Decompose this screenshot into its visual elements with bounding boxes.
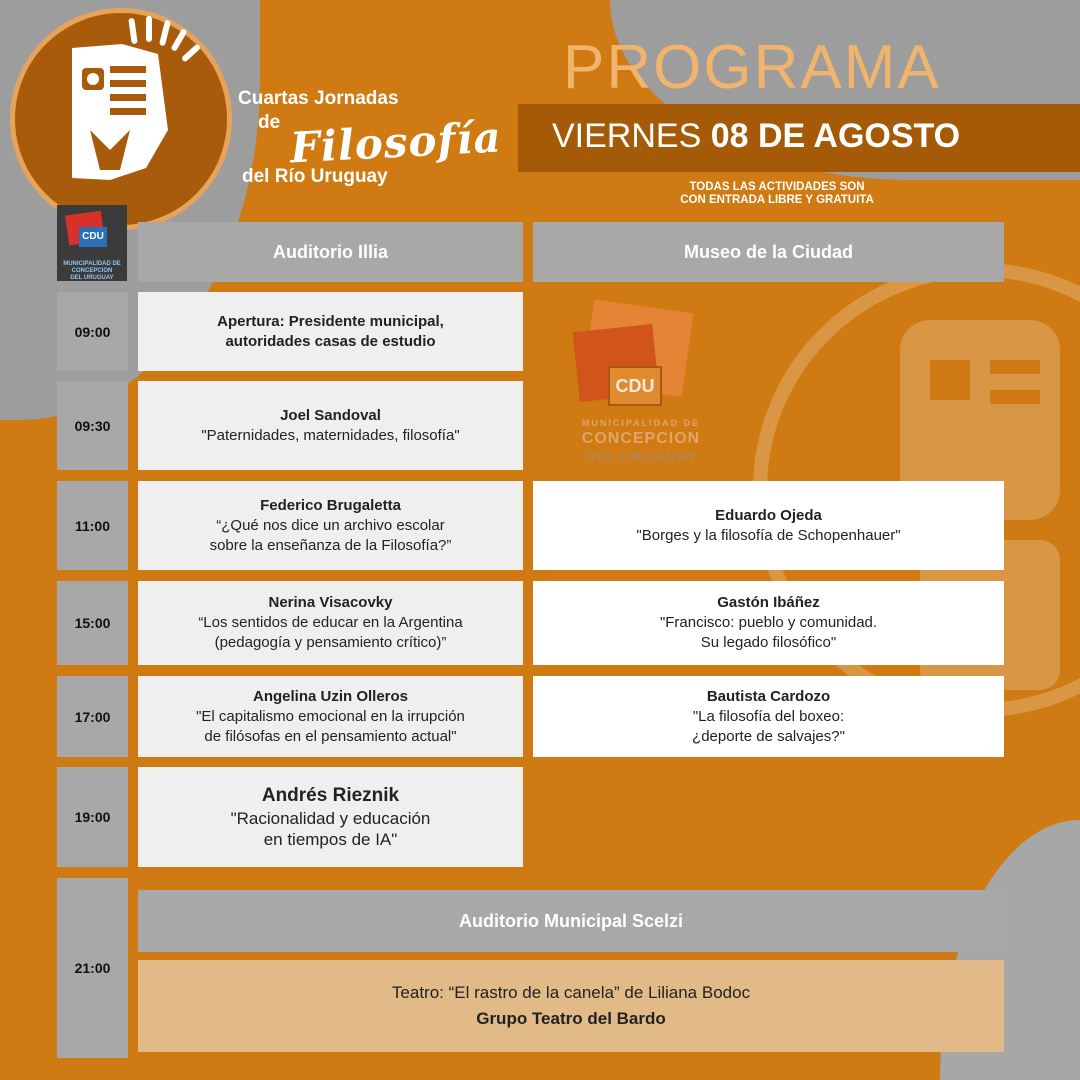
session-cell (138, 292, 523, 371)
session-cell (138, 767, 523, 867)
time-slot: 09:00 (57, 292, 128, 371)
time-slot: 09:30 (57, 381, 128, 470)
talk-title: "Borges y la filosofía de Schopenhauer" (636, 526, 901, 544)
date-rest: 08 DE AGOSTO (710, 117, 961, 155)
talk-title-line1: "El capitalismo emocional en la irrupción (196, 707, 465, 725)
talk-title-line1: "La filosofía del boxeo: (692, 707, 845, 725)
municipal-logo (57, 205, 127, 281)
date-day: VIERNES (552, 117, 702, 155)
play-title: Teatro: “El rastro de la canela” de Liliana Bodoc (391, 983, 751, 1002)
session-cell (533, 676, 1004, 757)
talk-title-line2: en tiempos de IA" (263, 830, 398, 849)
session-title-line1: Apertura: Presidente municipal, (217, 312, 444, 330)
speaker-name: Eduardo Ojeda (715, 506, 822, 524)
talk-title-line1: "Francisco: pueblo y comunidad. (659, 614, 878, 631)
speaker-name: Andrés Rieznik (261, 785, 400, 806)
watermark-text-1: MUNICIPALIDAD DE (581, 418, 701, 428)
speaker-name: Gastón Ibáñez (717, 594, 820, 611)
theatre-group: Grupo Teatro del Bardo (476, 1009, 666, 1028)
free-entry-note (632, 181, 922, 207)
brand-line-1: Cuartas Jornadas (238, 88, 399, 109)
time-slot: 17:00 (57, 676, 128, 757)
talk-title-line2: ¿deporte de salvajes?" (692, 727, 845, 745)
logo-text-2: CONCEPCION (71, 268, 113, 274)
logo-text (59, 261, 125, 282)
session-cell (533, 581, 1004, 665)
watermark-cdu-mark: CDU (608, 366, 662, 406)
page-title: PROGRAMA (563, 33, 941, 102)
talk-title-line2: de filósofas en el pensamiento actual" (204, 727, 457, 745)
talk-title-line1: “Los sentidos de educar en la Argentina (198, 614, 463, 631)
session-cell (138, 381, 523, 470)
municipal-watermark (566, 300, 716, 470)
logo-cdu-mark: CDU (79, 227, 107, 247)
talk-title-line2: (pedagogía y pensamiento crítico)” (214, 634, 447, 651)
column-header-museo: Museo de la Ciudad (533, 222, 1004, 282)
speaker-name: Nerina Visacovky (268, 594, 393, 611)
date-label (552, 117, 960, 156)
watermark-text-3: DEL URUGUAY (584, 448, 698, 464)
watermark-text-2: CONCEPCION (581, 430, 701, 447)
talk-title-line2: Su legado filosófico" (700, 634, 837, 651)
free-entry-note-line1: TODAS LAS ACTIVIDADES SON (689, 181, 865, 193)
column-header-auditorio-scelzi: Auditorio Municipal Scelzi (138, 890, 1004, 952)
session-title-line2: autoridades casas de estudio (225, 332, 436, 350)
speaker-name: Bautista Cardozo (706, 687, 831, 705)
free-entry-note-line2: CON ENTRADA LIBRE Y GRATUITA (680, 194, 874, 206)
festival-logo-icon (50, 10, 210, 210)
speaker-name: Angelina Uzin Olleros (252, 687, 409, 705)
session-cell (138, 581, 523, 665)
talk-title-line1: "Racionalidad y educación (230, 809, 431, 828)
logo-text-3: DEL URUGUAY (70, 275, 114, 281)
brand-line-2: de (258, 112, 281, 133)
brand-line-4: del Río Uruguay (242, 166, 388, 187)
time-slot: 19:00 (57, 767, 128, 867)
speaker-name: Joel Sandoval (280, 406, 381, 424)
talk-title-line1: “¿Qué nos dice un archivo escolar (216, 516, 445, 534)
time-slot: 15:00 (57, 581, 128, 665)
talk-title: "Paternidades, maternidades, filosofía" (201, 426, 460, 444)
session-cell (138, 481, 523, 570)
talk-title-line2: sobre la enseñanza de la Filosofía?” (209, 536, 452, 554)
column-header-auditorio-illia: Auditorio Illia (138, 222, 523, 282)
logo-text-1: MUNICIPALIDAD DE (63, 261, 121, 267)
session-cell (533, 481, 1004, 570)
brand-filosofia: Filosofía (288, 112, 503, 173)
speaker-name: Federico Brugaletta (260, 496, 401, 514)
session-cell (138, 676, 523, 757)
time-slot: 11:00 (57, 481, 128, 570)
session-cell-scelzi (138, 960, 1004, 1052)
time-slot: 21:00 (57, 878, 128, 1058)
